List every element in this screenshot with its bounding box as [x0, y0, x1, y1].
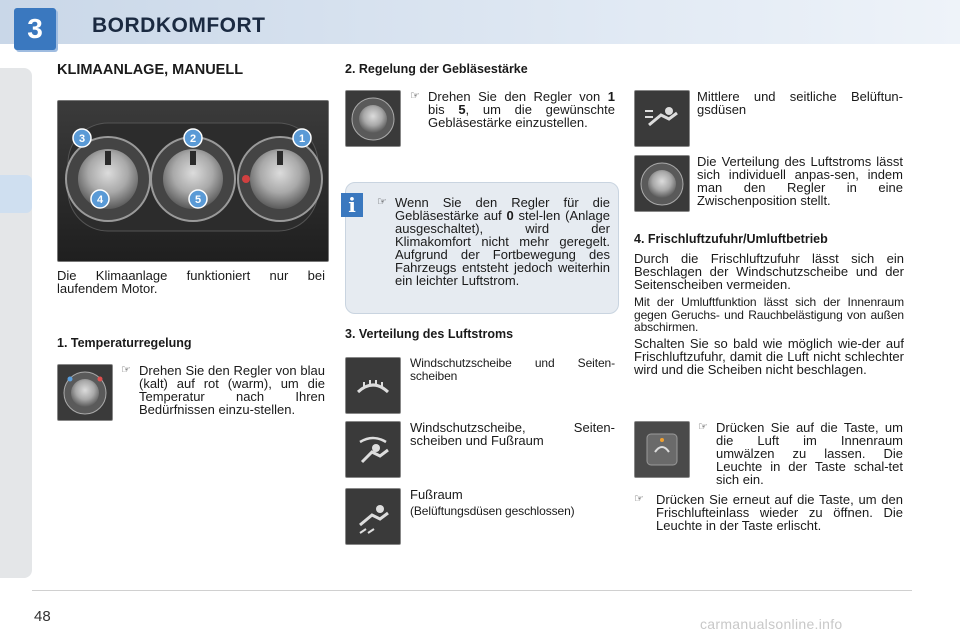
distribution-item-3-note: (Belüftungsdüsen geschlossen) [410, 504, 575, 518]
blower-knob-thumb [345, 90, 401, 147]
page-number: 48 [34, 608, 51, 625]
knob-blower [151, 137, 235, 221]
knob-label-4: 4 [96, 194, 104, 206]
temperature-instruction: Drehen Sie den Regler von blau (kalt) auf rot (warm), um die Temperatur nach Ihren Bedürfnissen einzu-stellen. [139, 363, 325, 417]
page-title: BORDKOMFORT [92, 14, 266, 37]
knob-temperature [66, 137, 150, 221]
distribution-intermediate-text: Die Verteilung des Luftstroms lässt sich individuell anpas-sen, indem man den Regler in eine Zwischenposition stellt. [697, 154, 903, 208]
climate-control-photo [57, 100, 329, 262]
chapter-number: 3 [14, 8, 56, 50]
recirculation-press-off: ☞ Drücken Sie erneut auf die Taste, um den Frischlufteinlass wieder zu öffnen. Die Leuchte in der Taste erlischt. [634, 492, 903, 533]
distribution-item-1: Windschutzscheibe und Seiten-scheiben [410, 356, 615, 383]
knob-label-5: 5 [194, 194, 202, 206]
knob-distribution [238, 137, 322, 221]
feet-icon-thumb [345, 488, 401, 545]
temperature-knob-thumb [57, 364, 113, 421]
knob-label-1: 1 [298, 133, 306, 145]
temperature-text [121, 363, 325, 417]
chapter-tab[interactable] [0, 175, 32, 213]
windscreen-feet-icon-thumb [345, 421, 401, 478]
distribution-heading: 3. Verteilung des Luftstroms [345, 327, 514, 341]
recirculation-button-thumb [634, 421, 690, 478]
distribution-item-4: Mittlere und seitliche Belüftun-gsdüsen [697, 89, 903, 117]
intro-text: Die Klimaanlage funktioniert nur bei laufendem Motor. [57, 268, 325, 296]
pointing-hand-icon: ☞ [410, 90, 420, 102]
pointing-hand-icon: ☞ [377, 196, 387, 208]
vents-icon-thumb [634, 90, 690, 147]
distribution-item-3: Fußraum [410, 487, 463, 502]
windscreen-icon-thumb [345, 357, 401, 414]
pointing-hand-icon: ☞ [634, 493, 644, 505]
side-strip [0, 68, 32, 578]
footer-line [32, 590, 912, 591]
knob-label-3: 3 [78, 133, 86, 145]
info-icon: i [341, 193, 363, 217]
temperature-heading: 1. Temperaturregelung [57, 336, 192, 350]
pointing-hand-icon: ☞ [121, 364, 131, 376]
watermark-url: carmanualsonline.info [700, 616, 843, 632]
knob-label-2: 2 [189, 133, 197, 145]
recirculation-para-3: Schalten Sie so bald wie möglich wie-der auf Frischluftzufuhr, damit die Luft nicht schlechter wird und die Scheiben nicht beschlagen. [634, 336, 904, 377]
blower-text: ☞ Drehen Sie den Regler von 1 bis 5, um die gewünschte Gebläsestärke einzustellen. [410, 89, 615, 130]
control-panel-illustration [58, 101, 328, 261]
distribution-knob-thumb [634, 155, 690, 212]
recirculation-press-on: ☞ Drücken Sie auf die Taste, um die Luft im Innenraum umwälzen zu lassen. Die Leuchte in der Taste schal-tet sich ein. [698, 420, 903, 487]
recirculation-para-2: Mit der Umluftfunktion lässt sich der Innenraum gegen Geruchs- und Rauchbelästigung von außen abschirmen. [634, 295, 904, 334]
blower-heading: 2. Regelung der Gebläsestärke [345, 62, 528, 76]
recirculation-para-1: Durch die Frischluftzufuhr lässt sich ein Beschlagen der Windschutzscheibe und der Seitenscheiben vermeiden. [634, 251, 904, 292]
recirculation-heading: 4. Frischluftzufuhr/Umluftbetrieb [634, 232, 828, 246]
section-title: KLIMAANLAGE, MANUELL [57, 62, 244, 78]
distribution-item-2: Windschutzscheibe, Seiten-scheiben und Fußraum [410, 420, 615, 448]
pointing-hand-icon: ☞ [698, 421, 708, 433]
info-text: ☞ Wenn Sie den Regler für die Gebläsestärke auf 0 stel-len (Anlage ausgeschaltet), wird der Klimakomfort nicht mehr geregelt. Aufgrund der Fortbewegung des Fahrzeugs entsteht jedoch weiterhin ein leichter Luftstrom. [377, 195, 610, 288]
